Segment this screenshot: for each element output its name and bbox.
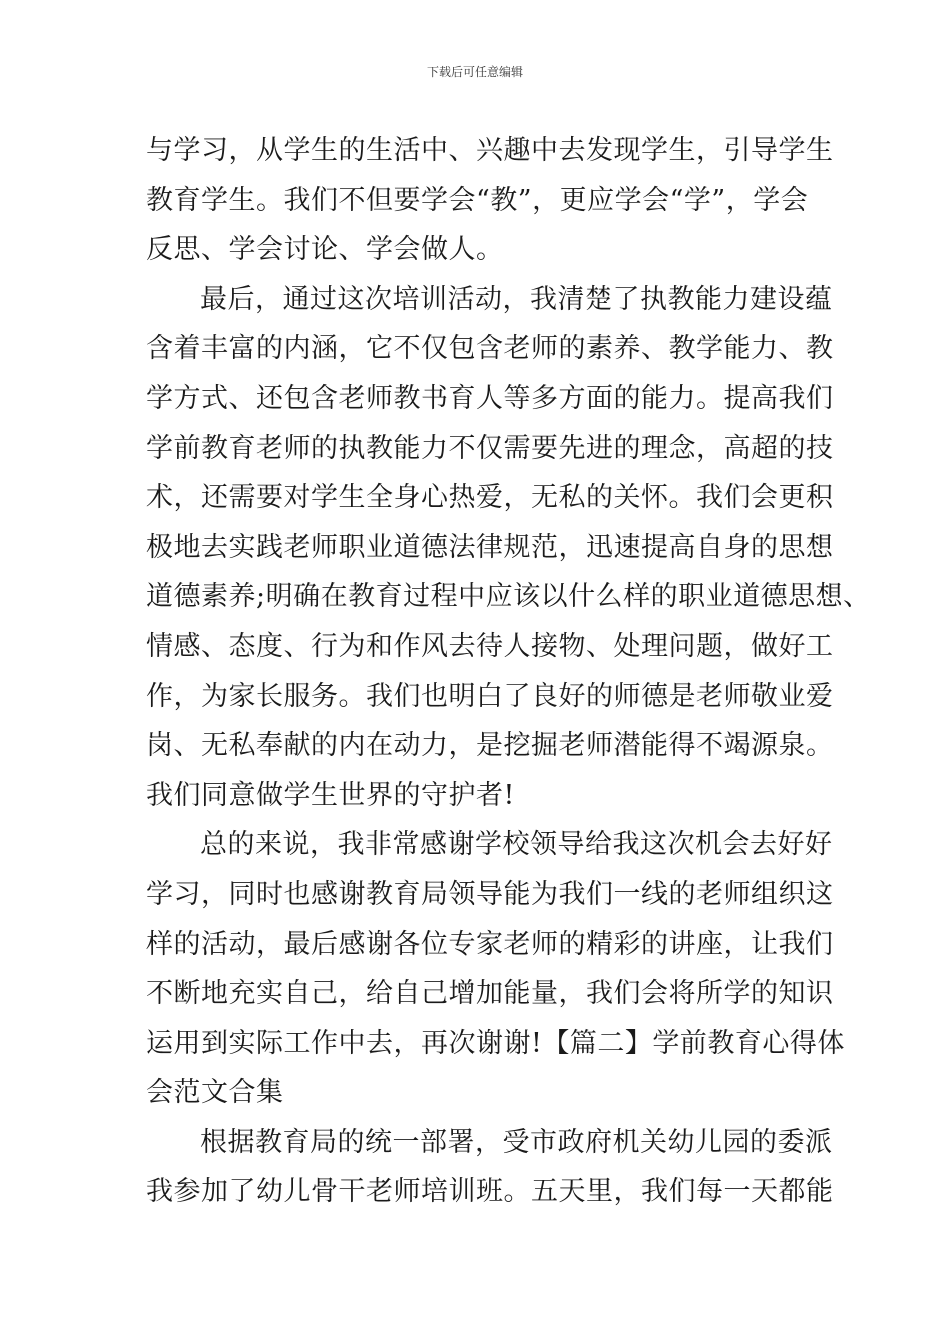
text-line: 教育学生。我们不但要学会“教”，更应学会“学”，学会	[146, 184, 809, 216]
paragraph-first-line: 最后，通过这次培训活动，我清楚了执教能力建设蕴	[200, 283, 833, 315]
paragraph-first-line: 根据教育局的统一部署，受市政府机关幼儿园的委派	[200, 1126, 833, 1158]
text-line: 情感、态度、行为和作风去待人接物、处理问题，做好工	[146, 630, 834, 662]
body-text	[146, 126, 871, 1217]
text-line: 反思、学会讨论、学会做人。	[146, 234, 504, 266]
text-line: 学方式、还包含老师教书育人等多方面的能力。提高我们	[146, 382, 834, 414]
text-line: 含着丰富的内涵，它不仅包含老师的素养、教学能力、教	[146, 333, 834, 365]
text-line: 学前教育老师的执教能力不仅需要先进的理念，高超的技	[146, 432, 834, 464]
text-line: 我参加了幼儿骨干老师培训班。五天里，我们每一天都能	[146, 1176, 834, 1208]
text-line: 会范文合集	[146, 1077, 284, 1109]
paragraph-first-line: 总的来说，我非常感谢学校领导给我这次机会去好好	[200, 829, 833, 861]
text-line: 不断地充实自己，给自己增加能量，我们会将所学的知识	[146, 978, 834, 1010]
text-line: 岗、无私奉献的内在动力，是挖掘老师潜能得不竭源泉。	[146, 730, 834, 762]
page-header: 下载后可任意编辑	[426, 65, 523, 79]
text-line: 极地去实践老师职业道德法律规范，迅速提高自身的思想	[146, 531, 834, 563]
text-line: 样的活动，最后感谢各位专家老师的精彩的讲座，让我们	[146, 928, 834, 960]
text-line: 作，为家长服务。我们也明白了良好的师德是老师敬业爱	[146, 680, 834, 712]
text-line: 学习，同时也感谢教育局领导能为我们一线的老师组织这	[146, 878, 834, 910]
text-line: 运用到实际工作中去，再次谢谢!【篇二】学前教育心得体	[146, 1027, 845, 1059]
text-line: 术，还需要对学生全身心热爱，无私的关怀。我们会更积	[146, 482, 834, 514]
text-line: 我们同意做学生世界的守护者!	[146, 779, 515, 811]
text-line: 道德素养;明确在教育过程中应该以什么样的职业道德思想、	[146, 581, 871, 613]
text-line: 与学习，从学生的生活中、兴趣中去发现学生，引导学生	[146, 135, 834, 166]
